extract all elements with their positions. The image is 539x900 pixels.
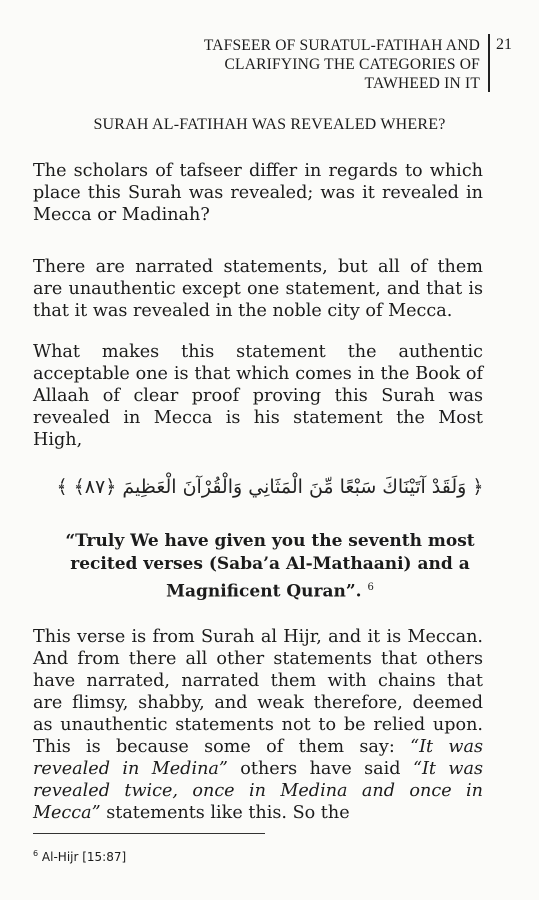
running-title-line-2: CLARIFYING THE CATEGORIES OF [224,56,480,73]
quoted-statement-2: “It was revealed twice, once in Medina and once in Mecca” [33,759,483,823]
paragraph-2: There are narrated statements, but all of them are unauthentic except one statement, and that is that it was revealed in the noble city of Mecca. [33,257,483,321]
verse-translation [30,530,510,604]
header-divider [488,34,490,92]
paragraph-4-part-1: This verse is from Surah al Hijr, and it is Meccan. And from there all other statements that others have narrated, narrated them with chains that are flimsy, shabby, and weak therefore, deemed as unauthentic statements not to be relied upon. This is because some of them say: [33,627,483,757]
paragraph-3: What makes this statement the authentic acceptable one is that which comes in the Book of Allaah of clear proof proving this Surah was revealed in Mecca is his statement the Most High, [33,342,483,450]
footnote-reference: 6 [367,582,374,593]
running-header [150,36,480,93]
verse-translation-text: “Truly We have given you the seventh most recited verses (Saba’a Al-Mathaani) and a Magnificent Quran”. [65,531,475,602]
section-title: SURAH AL-FATIHAH WAS REVEALED WHERE? [93,116,446,133]
footnote-number: 6 [33,849,39,858]
paragraph-1: The scholars of tafseer differ in regards to which place this Surah was revealed; was it revealed in Mecca or Madinah? [33,161,483,225]
paragraph-4-part-2: others have said [227,759,413,779]
running-title-line-3: TAWHEED IN IT [364,75,480,92]
running-title-line-1: TAFSEER OF SURATUL-FATIHAH AND [203,37,480,54]
arabic-verse: ﴿ وَلَقَدْ آتَيْنَاكَ سَبْعًا مِّنَ الْمَثَانِي وَالْقُرْآنَ الْعَظِيمَ ﴿٨٧﴾ ﴾ [56,476,484,498]
paragraph-4-part-3: statements like this. So the [100,803,350,823]
quoted-statement-1: “It was revealed in Medina” [33,737,483,779]
paragraph-4 [33,626,483,824]
footnote-divider [33,833,265,834]
footnote-text: Al-Hijr [15:87] [41,850,127,864]
footnote [33,849,126,864]
page-number: 21 [496,36,512,53]
